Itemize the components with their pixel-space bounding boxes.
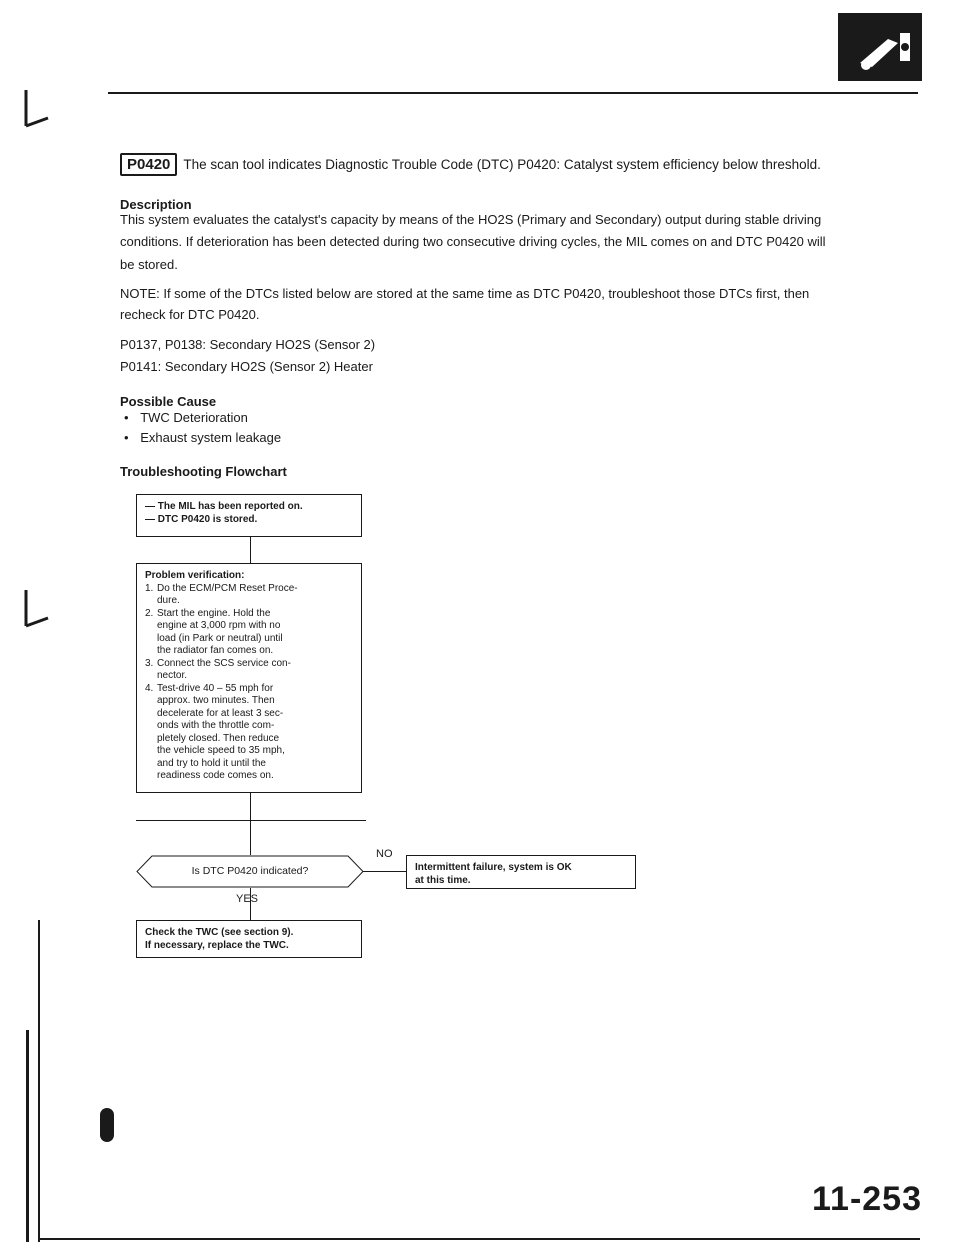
flowchart-start-box: — The MIL has been reported on. — DTC P0420 is stored. [136,494,362,537]
dtc-code-box: P0420 [120,153,177,176]
dtc-title-text: The scan tool indicates Diagnostic Trouble Code (DTC) P0420: Catalyst system efficiency below threshold. [183,156,821,172]
dtc-list-item: P0141: Secondary HO2S (Sensor 2) Heater [120,359,373,374]
note-line: NOTE: If some of the DTCs listed below are stored at the same time as DTC P0420, troubleshoot those DTCs first, then [120,286,810,301]
exhaust-section-icon [838,13,922,81]
note-line: recheck for DTC P0420. [120,307,260,322]
flowchart-no-result-box: Intermittent failure, system is OK at this time. [406,855,636,889]
dtc-title [120,153,821,176]
possible-cause-heading: Possible Cause [120,394,217,409]
description-line: This system evaluates the catalyst's capacity by means of the HO2S (Primary and Secondary) output during stable driving [120,212,822,227]
binding-mark [22,590,52,635]
scan-edge-line [26,1030,29,1242]
yes-label: YES [236,893,259,905]
scan-edge-line [38,920,40,1242]
flowchart-heading: Troubleshooting Flowchart [120,464,287,479]
scan-mark [100,1108,114,1142]
no-label: NO [376,848,393,860]
verification-step: 2. Start the engine. Hold the engine at 3,000 rpm with no load (in Park or neutral) until the radiator fan comes on. [145,607,283,656]
flow-connector [136,820,366,821]
flow-connector [250,793,251,855]
bullet-icon: • [124,410,129,425]
verification-step: 4. Test-drive 40 – 55 mph for approx. two minutes. Then decelerate for at least 3 sec- onds with the throttle com- pletely closed. Then reduce the vehicle speed to 35 mph, and try to hold it until the readiness code comes on. [145,682,285,781]
dtc-list-item: P0137, P0138: Secondary HO2S (Sensor 2) [120,337,376,352]
flowchart-yes-result-box: Check the TWC (see section 9). If necessary, replace the TWC. [136,920,362,958]
flow-connector [250,537,251,563]
page-number: 11-253 [812,1180,922,1218]
flowchart-verification-box [136,563,362,793]
footer-rule [40,1238,920,1240]
bullet-icon: • [124,430,129,445]
cause-item: • TWC Deterioration [124,410,248,425]
description-line: be stored. [120,257,178,272]
description-heading: Description [120,197,192,212]
verification-step: 3. Connect the SCS service con- nector. [145,657,291,681]
flow-connector-no [362,871,406,872]
verification-step: 1. Do the ECM/PCM Reset Proce- dure. [145,582,298,606]
verification-title: Problem verification: [145,570,245,581]
flowchart-decision [136,855,364,888]
description-line: conditions. If deterioration has been detected during two consecutive driving cycles, the MIL comes on and DTC P0420 will [120,234,826,249]
header-rule [108,92,918,94]
decision-text: Is DTC P0420 indicated? [191,865,309,877]
binding-mark [22,90,52,135]
cause-item: • Exhaust system leakage [124,430,282,445]
